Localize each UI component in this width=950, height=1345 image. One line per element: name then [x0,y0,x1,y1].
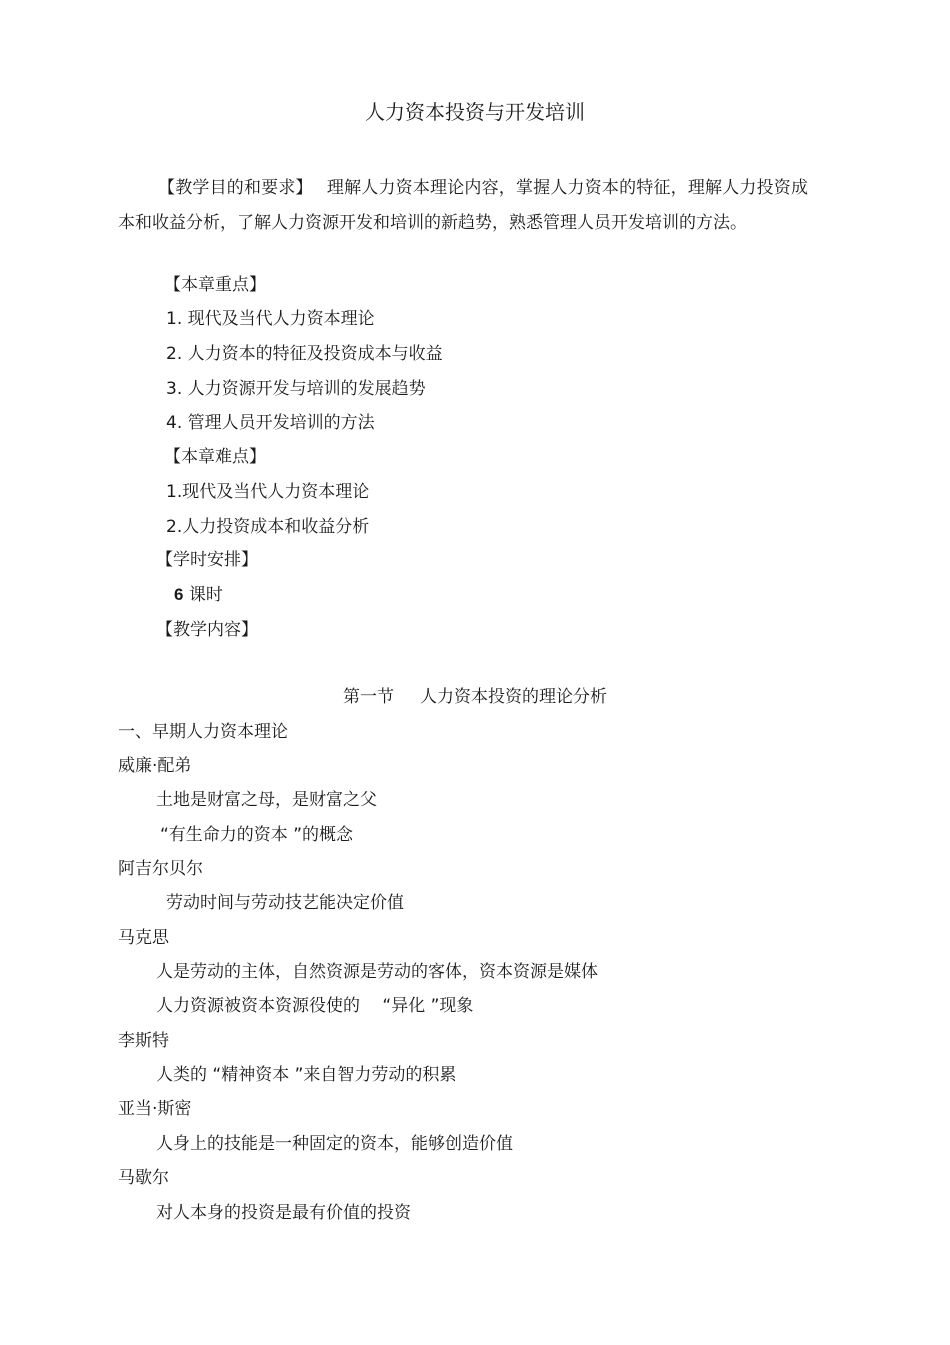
scholar-point: “有生命力的资本 ”的概念 [160,825,354,845]
difficult-point-1: 1.现代及当代人力资本理论 [166,482,370,502]
objective-text: 理解人力资本理论内容，掌握人力资本的特征，理解人力投资成本和收益分析，了解人力资源开发和培训的新趋势，熟悉管理人员开发培训的方法。 [118,178,808,233]
key-point-3: 3. 人力资源开发与培训的发展趋势 [166,379,426,399]
scholar-point: 人类的 “精神资本 ”来自智力劳动的积累 [156,1065,457,1085]
scholar-name: 李斯特 [118,1031,169,1051]
scholar-point: 人是劳动的主体，自然资源是劳动的客体，资本资源是媒体 [156,962,598,982]
scholar-point: 土地是财富之母，是财富之父 [156,790,377,810]
scholar-name: 马歇尔 [118,1168,169,1188]
hours-line [174,584,223,606]
hours-unit: 课时 [188,585,223,605]
key-point-4: 4. 管理人员开发培训的方法 [166,413,375,433]
difficult-points-label: 【本章难点】 [164,447,266,467]
key-points-label: 【本章重点】 [164,275,266,295]
subsection-heading: 一、早期人力资本理论 [118,722,288,742]
scholar-point: 对人本身的投资是最有价值的投资 [156,1203,411,1223]
scholar-name: 威廉·配弟 [118,756,192,776]
document-title: 人力资本投资与开发培训 [365,100,585,124]
scholar-point: 人身上的技能是一种固定的资本，能够创造价值 [156,1134,513,1154]
scholar-name: 马克思 [118,928,169,948]
hours-label: 【学时安排】 [156,550,258,570]
scholar-point: 人力资源被资本资源役使的 “异化 ”现象 [156,996,474,1016]
difficult-point-2: 2.人力投资成本和收益分析 [166,517,370,537]
section-heading [0,686,950,708]
key-point-1: 1. 现代及当代人力资本理论 [166,309,375,329]
key-point-2: 2. 人力资本的特征及投资成本与收益 [166,344,443,364]
scholar-name: 亚当·斯密 [118,1099,192,1119]
scholar-point: 劳动时间与劳动技艺能决定价值 [166,893,404,913]
hours-value: 6 [174,585,184,604]
objective-label: 【教学目的和要求】 [158,178,313,198]
objective-paragraph [118,171,808,240]
scholar-name: 阿吉尔贝尔 [118,859,203,879]
section-number: 第一节 [343,687,394,707]
content-label: 【教学内容】 [156,620,258,640]
section-title: 人力资本投资的理论分析 [420,687,607,707]
